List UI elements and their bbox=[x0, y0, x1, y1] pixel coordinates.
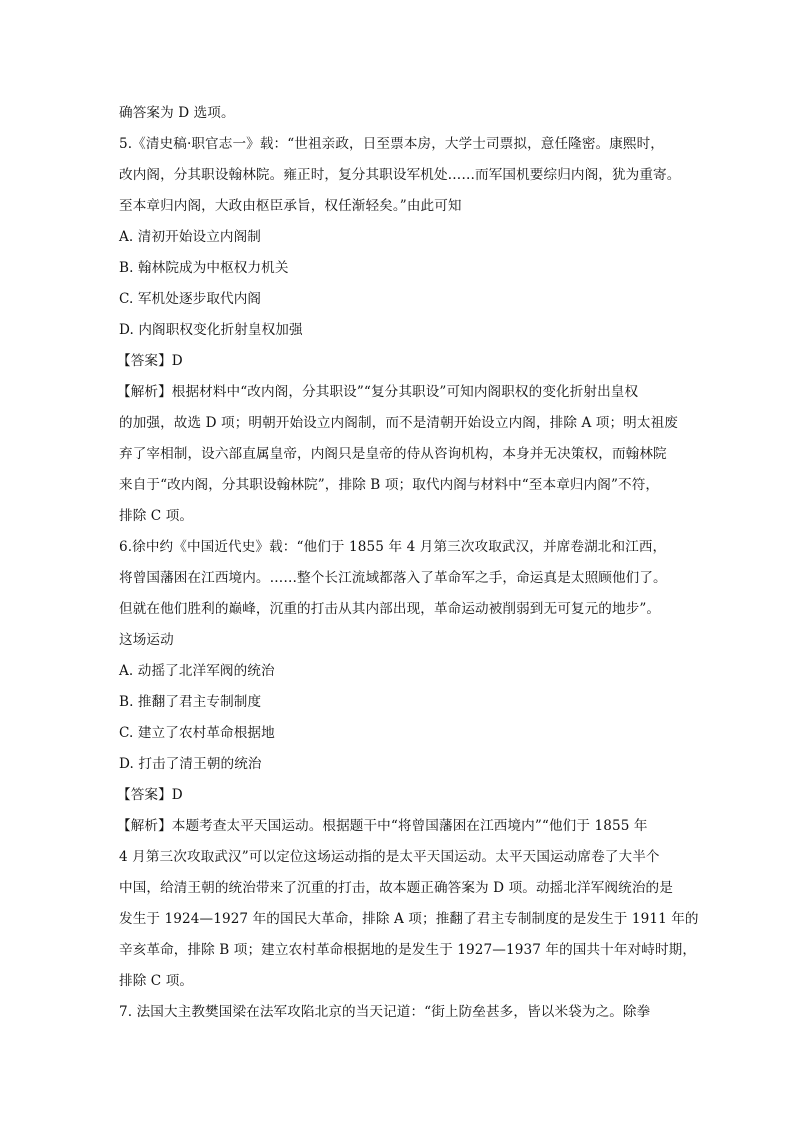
option-c: C. 军机处逐步取代内阁 bbox=[119, 291, 262, 307]
text-line: 弃了宰相制，设六部直属皇帝，内阁只是皇帝的侍从咨询机构，本身并无决策权，而翰林院 bbox=[119, 446, 667, 462]
analysis-text: 【解析】根据材料中“改内阁，分其职设”“复分其职设”可知内阁职权的变化折射出皇权 bbox=[117, 384, 639, 400]
option-c: C. 建立了农村革命根据地 bbox=[119, 725, 275, 741]
text-line: 将曾国藩困在江西境内。……整个长江流域都落入了革命军之手，命运真是太照顾他们了。 bbox=[119, 570, 667, 586]
question-5-stem: 5.《清史稿·职官志一》载：“世祖亲政，日至票本房，大学士司票拟，意任隆密。康熙时， bbox=[119, 136, 664, 152]
text-line: 4 月第三次攻取武汉”可以定位这场运动指的是太平天国运动。太平天国运动席卷了大半个 bbox=[119, 849, 660, 865]
question-6-stem: 6.徐中约《中国近代史》载：“他们于 1855 年 4 月第三次攻取武汉，并席卷湖北和江西， bbox=[119, 539, 667, 555]
question-7-stem: 7. 法国大主教樊国梁在法军攻陷北京的当天记道：“街上防垒甚多，皆以米袋为之。除拳 bbox=[119, 1004, 651, 1020]
answer-label: 【答案】D bbox=[117, 787, 183, 803]
option-b: B. 翰林院成为中枢权力机关 bbox=[119, 260, 289, 276]
text-line: 至本章归内阁，大政由枢臣承旨，权任渐轻矣。”由此可知 bbox=[119, 198, 462, 214]
text-line: 排除 C 项。 bbox=[119, 973, 194, 989]
text-line: 但就在他们胜利的巅峰，沉重的打击从其内部出现，革命运动被削弱到无可复元的地步”。 bbox=[119, 601, 661, 617]
option-b: B. 推翻了君主专制制度 bbox=[119, 694, 262, 710]
text-line: 中国，给清王朝的统治带来了沉重的打击，故本题正确答案为 D 项。动摇北洋军阀统治的是 bbox=[119, 880, 673, 896]
text-line: 确答案为 D 选项。 bbox=[119, 105, 235, 121]
text-line: 排除 C 项。 bbox=[119, 508, 194, 524]
analysis-text: 【解析】本题考查太平天国运动。根据题干中“将曾国藩困在江西境内”“他们于 1855 年 bbox=[117, 818, 648, 834]
option-d: D. 内阁职权变化折射皇权加强 bbox=[119, 322, 303, 338]
option-d: D. 打击了清王朝的统治 bbox=[119, 756, 262, 772]
text-line: 发生于 1924—1927 年的国民大革命，排除 A 项；推翻了君主专制制度的是发生于 1911 年的 bbox=[119, 911, 699, 927]
option-a: A. 动摇了北洋军阀的统治 bbox=[119, 663, 275, 679]
text-line: 改内阁，分其职设翰林院。雍正时，复分其职设军机处……而军国机要综归内阁，犹为重寄。 bbox=[119, 167, 681, 183]
text-line: 的加强，故选 D 项；明朝开始设立内阁制，而不是清朝开始设立内阁，排除 A 项；明太祖废 bbox=[119, 415, 678, 431]
answer-label: 【答案】D bbox=[117, 353, 183, 369]
option-a: A. 清初开始设立内阁制 bbox=[119, 229, 262, 245]
text-line: 来自于“改内阁，分其职设翰林院”，排除 B 项；取代内阁与材料中“至本章归内阁”不符， bbox=[119, 477, 660, 493]
text-line: 辛亥革命，排除 B 项；建立农村革命根据地的是发生于 1927—1937 年的国共十年对峙时期， bbox=[119, 942, 697, 958]
text-line: 这场运动 bbox=[119, 632, 174, 648]
